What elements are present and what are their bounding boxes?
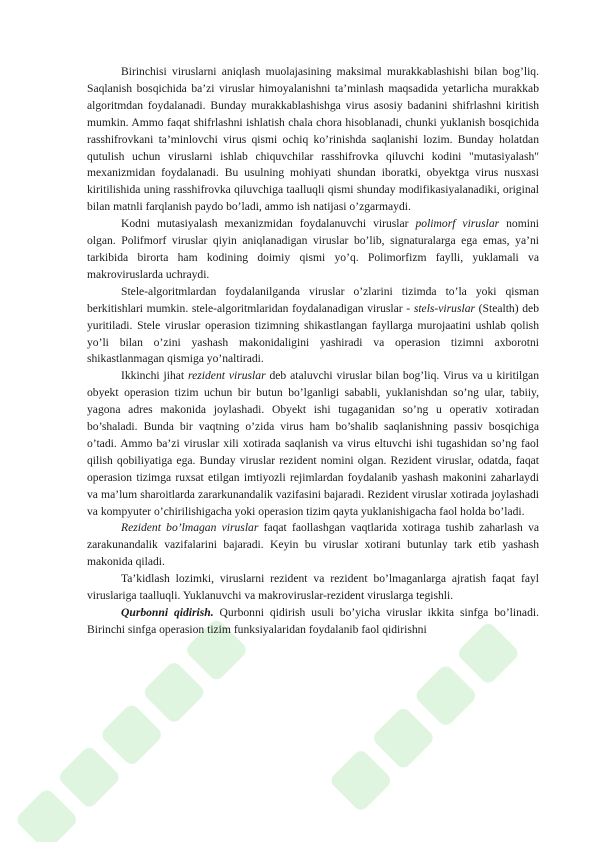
paragraph-1: Birinchisi viruslarni aniqlash muolajasining maksimal murakkablashishi bilan bog’liq. Saqlanish bosqichida ba’zi viruslar himoyalanishni ta’minlash maqsadida yetarlicha murakkab algoritmdan foydalanadi. Bunday murakkablashishga virus asosiy badanini shifrlashni kiritish mumkin. Ammo faqat shifrlashni ishlatish chala chora hisoblanadi, chunki yuklanish bosqichida rasshifrovkani ta’minlovchi virus qismi ochiq ko’rinishda saqlanishi lozim. Bunday holatdan qutulish uchun viruslarni ishlab chiquvchilar rasshifrovka qiluvchi kodini "mutasiyalash" mexanizmidan foydalanadi. Bu usulning mohiyati shundan iboratki, obyektga virus nusxasi kiritilishida uning rasshifrovka qiluvchiga taalluqli qismi shunday modifikasiyalanadiki, original bilan matnli farqlanish paydo bo’ladi, ammo ish natijasi o’zgarmaydi. [87, 65, 539, 214]
term-polimorf: polimorf viruslar [415, 217, 500, 231]
term-stels: stels-viruslar [413, 301, 476, 315]
paragraph-4: Ikkinchi jihat rezident viruslar deb ataluvchi viruslar bilan bog’liq. Virus va u kiritilgan obyekt operasion tizim uchun bir butun bo’lganligi sababli, yuklanishdan so’ng ular, tabiiy, yagona adres makonida joylashadi. Obyekt ishi tugaganidan so’ng u operativ xotiradan bo’shaladi. Bunda bir vaqtning o’zida virus ham bo’shalib saqlanishning passiv bosqichiga o’tadi. Ammo ba’zi viruslar xili xotirada saqlanish va virus eltuvchi ishi tugashidan so’ng faol qilish qobiliyatiga ega. Bunday viruslar rezident nomini olgan. Rezident viruslar, odatda, faqat operasion tizimga ruxsat etilgan imtiyozli rejimlardan foydalanib yashash makonini zaharlaydi va ma’lum sharoitlarda zararkunandalik vazifasini bajaradi. Rezident viruslar xotirada joylashadi va kompyuter o’chirilishigacha yoki operasion tizim qayta yuklanishigacha faol holda bo’ladi. [87, 369, 539, 518]
term-norezident: Rezident bo’lmagan viruslar [121, 521, 259, 535]
document-page [87, 64, 539, 639]
paragraph-2: Kodni mutasiyalash mexanizmidan foydalanuvchi viruslar polimorf viruslar nomini olgan. Polifmorf viruslar qiyin aniqlanadigan viruslar bo’lib, signaturalarga ega emas, ya’ni tarkibida birorta ham kodining doimiy qismi yo’q. Polimorfizm faylli, yuklamali va makroviruslarda uchraydi. [87, 217, 539, 281]
paragraph-3: Stele-algoritmlardan foydalanilganda viruslar o’zlarini tizimda to’la yoki qisman berkitishlari mumkin. stele-algoritmlaridan foydalanadigan viruslar - stels-viruslar (Stealth) deb yuritiladi. Stele viruslar operasion tizimning shikastlangan fayllarga murojaatini ushlab qolish yo’li bilan o’zini yashash makonidaligini yashiradi va operasion tizimni axborotni shikastlanmagan qismiga yo’naltiradi. [87, 284, 539, 366]
paragraph-7: Qurbonni qidirish. Qurbonni qidirish usuli bo’yicha viruslar ikkita sinfga bo’linadi. Birinchi sinfga operasion tizim funksiyalaridan foydalanib faol qidirishni [87, 606, 539, 636]
section-heading-qurbon: Qurbonni qidirish. [121, 606, 214, 619]
paragraph-6: Ta’kidlash lozimki, viruslarni rezident va rezident bo’lmaganlarga ajratish faqat fayl viruslariga taalluqli. Yuklanuvchi va makroviruslar-rezident viruslarga tegishli. [87, 572, 539, 603]
paragraph-5: Rezident bo’lmagan viruslar faqat faollashgan vaqtlarida xotiraga tushib zaharlash va zarakunandalik vazifalarini bajaradi. Keyin bu viruslar xotirani butunlay tark etib yashash makonida qiladi. [87, 521, 540, 569]
term-rezident: rezident viruslar [188, 369, 266, 383]
